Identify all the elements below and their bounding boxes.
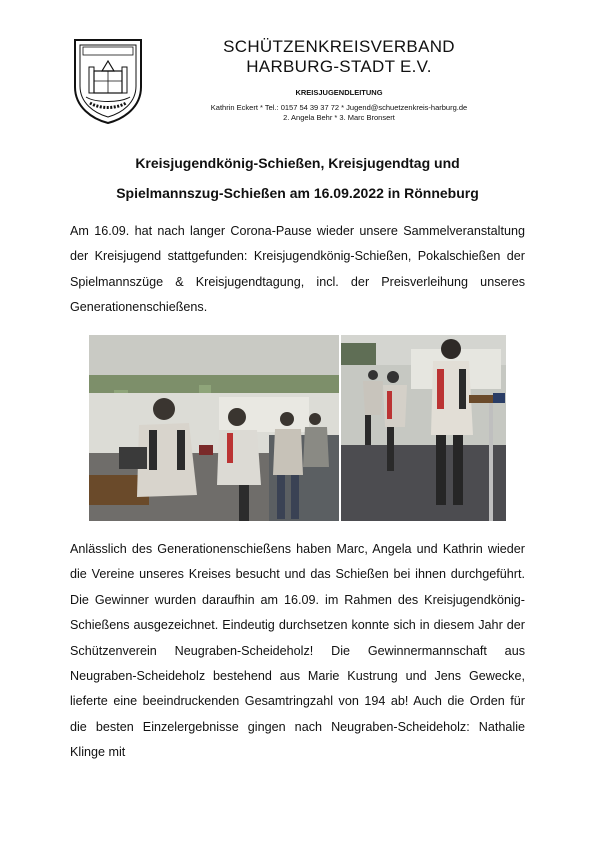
article-paragraph-intro: Am 16.09. hat nach langer Corona-Pause wieder unsere Sammelveranstaltung der Kreisjugend stattgefunden: Kreisjugendkönig-Schießen, Pokalschießen der Spielmannszüge & Kreisjugendtagung, incl. der Preisverleihung unseres Generationenschießens.	[70, 224, 525, 315]
article-headline-line2: Spielmannszug-Schießen am 16.09.2022 in Rönneburg	[116, 185, 479, 201]
article-headline-line1: Kreisjugendkönig-Schießen, Kreisjugendtag und	[135, 155, 460, 171]
club-logo	[72, 37, 144, 125]
article-paragraph-results: Anlässlich des Generationenschießens haben Marc, Angela und Kathrin wieder die Vereine unseres Kreises besucht und das Schießen bei ihnen durchgeführt. Die Gewinner wurden daraufhin am 16.09. im Rahmen des Kreisjugendkönig-Schießens ausgezeichnet. Eindeutig durchsetzen konnte sich in diesem Jahr der Schützenverein Neugraben-Scheideholz! Die Gewinnermannschaft aus Neugraben-Scheideholz bestehend aus Marie Kustrung und Jens Gewecke, lieferte eine beeindruckenden Gesamtringzahl von 194 ab! Auch die Orden für die besten Einzelergebnisse gingen nach Neugraben-Scheideholz: Nathalie Klinge mit	[70, 542, 525, 760]
department-label: KREISJUGENDLEITUNG	[295, 88, 383, 97]
org-name-line1: SCHÜTZENKREISVERBAND	[223, 37, 455, 56]
contact-line: Kathrin Eckert * Tel.: 0157 54 39 37 72 * Jugend@schuetzenkreis-harburg.de	[210, 103, 468, 112]
shooting-range-photo-left	[89, 335, 339, 521]
contact-deputies: 2. Angela Behr * 3. Marc Bronsert	[283, 113, 395, 122]
org-name-line2: HARBURG-STADT E.V.	[246, 57, 432, 76]
shield-crest-icon	[72, 37, 144, 125]
shooting-range-photo-right	[341, 335, 506, 521]
